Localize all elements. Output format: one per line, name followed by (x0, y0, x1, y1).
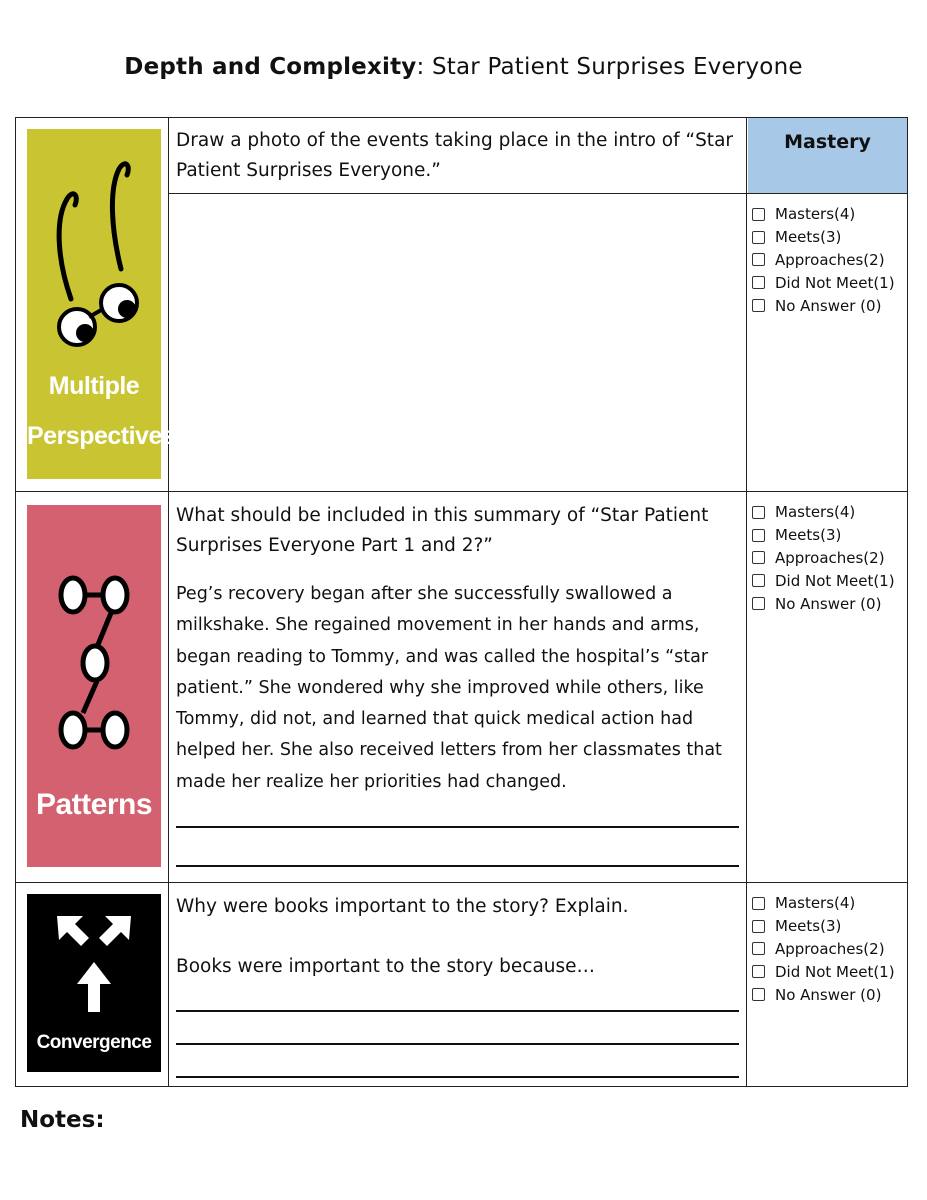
answer-line[interactable] (176, 865, 739, 867)
patterns-icon (27, 505, 161, 765)
answer-line[interactable] (176, 1076, 739, 1078)
icon-label: Patterns (35, 788, 153, 821)
icon-label-line2: Perspectives (27, 422, 176, 450)
icon-label: Convergence (36, 1032, 152, 1053)
checkbox[interactable] (752, 942, 765, 955)
prompt-3: Why were books important to the story? Explain. (176, 896, 629, 917)
sentence-starter: Books were important to the story because… (176, 956, 596, 977)
glasses-icon (27, 129, 161, 379)
mastery-option[interactable] (752, 294, 895, 317)
icon-label-line1: Multiple (48, 372, 140, 400)
title-rest: : Star Patient Surprises Everyone (416, 54, 803, 80)
mastery-option[interactable] (752, 983, 895, 1006)
mastery-option[interactable] (752, 249, 895, 272)
mastery-checklist-3 (752, 892, 895, 1006)
mastery-option[interactable] (752, 547, 895, 570)
column-divider (168, 118, 169, 1086)
option-label: Did Not Meet(1) (775, 571, 895, 590)
mastery-option[interactable] (752, 501, 895, 524)
row-divider (16, 882, 907, 883)
checkbox[interactable] (752, 574, 765, 587)
mastery-option[interactable] (752, 524, 895, 547)
summary-paragraph: Peg’s recovery began after she successfully swallowed a milkshake. She regained movement in her hands and arms, began reading to Tommy, and was called the hospital’s “star patient.” She wondered why she improved while others, like Tommy, did not, and learned that quick medical action had helped her. She also received letters from her classmates that made her realize her priorities had changed. (176, 584, 722, 792)
mastery-option[interactable] (752, 960, 895, 983)
mastery-checklist-1 (752, 203, 895, 317)
prompt-2: What should be included in this summary of “Star Patient Surprises Everyone Part 1 and 2?” (176, 505, 709, 556)
option-label: Did Not Meet(1) (775, 962, 895, 981)
checkbox[interactable] (752, 597, 765, 610)
checkbox[interactable] (752, 965, 765, 978)
mastery-option[interactable] (752, 592, 895, 615)
mastery-header: Mastery (748, 118, 907, 193)
mastery-option[interactable] (752, 892, 895, 915)
checkbox[interactable] (752, 551, 765, 564)
option-label: Masters(4) (775, 894, 856, 913)
answer-line[interactable] (176, 826, 739, 828)
option-label: Meets(3) (775, 917, 842, 936)
option-label: Did Not Meet(1) (775, 273, 895, 292)
checkbox[interactable] (752, 897, 765, 910)
option-label: Masters(4) (775, 205, 856, 224)
checkbox[interactable] (752, 988, 765, 1001)
mastery-option[interactable] (752, 271, 895, 294)
checkbox[interactable] (752, 276, 765, 289)
mastery-option[interactable] (752, 226, 895, 249)
checkbox[interactable] (752, 231, 765, 244)
option-label: Approaches(2) (775, 548, 885, 567)
title-bold: Depth and Complexity (124, 54, 417, 80)
option-label: No Answer (0) (775, 296, 882, 315)
answer-line[interactable] (176, 1043, 739, 1045)
column-divider (746, 118, 747, 1086)
notes-label: Notes: (20, 1107, 105, 1133)
page-title (0, 54, 927, 80)
option-label: Meets(3) (775, 526, 842, 545)
row-divider (168, 193, 907, 194)
option-label: Meets(3) (775, 228, 842, 247)
option-label: No Answer (0) (775, 594, 882, 613)
checkbox[interactable] (752, 253, 765, 266)
option-label: Approaches(2) (775, 250, 885, 269)
convergence-card (27, 894, 161, 1072)
mastery-checklist-2 (752, 501, 895, 615)
multiple-perspectives-card (27, 129, 176, 479)
worksheet-table (15, 117, 908, 1087)
converging-arrows-icon (27, 894, 161, 1014)
option-label: Masters(4) (775, 503, 856, 522)
option-label: Approaches(2) (775, 939, 885, 958)
checkbox[interactable] (752, 208, 765, 221)
mastery-option[interactable] (752, 203, 895, 226)
checkbox[interactable] (752, 529, 765, 542)
checkbox[interactable] (752, 506, 765, 519)
option-label: No Answer (0) (775, 985, 882, 1004)
prompt-1: Draw a photo of the events taking place in the intro of “Star Patient Surprises Everyone.” (176, 130, 734, 181)
row-divider (16, 491, 907, 492)
patterns-card (27, 505, 161, 867)
checkbox[interactable] (752, 920, 765, 933)
answer-line[interactable] (176, 1010, 739, 1012)
mastery-option[interactable] (752, 938, 895, 961)
checkbox[interactable] (752, 299, 765, 312)
mastery-option[interactable] (752, 569, 895, 592)
mastery-option[interactable] (752, 915, 895, 938)
